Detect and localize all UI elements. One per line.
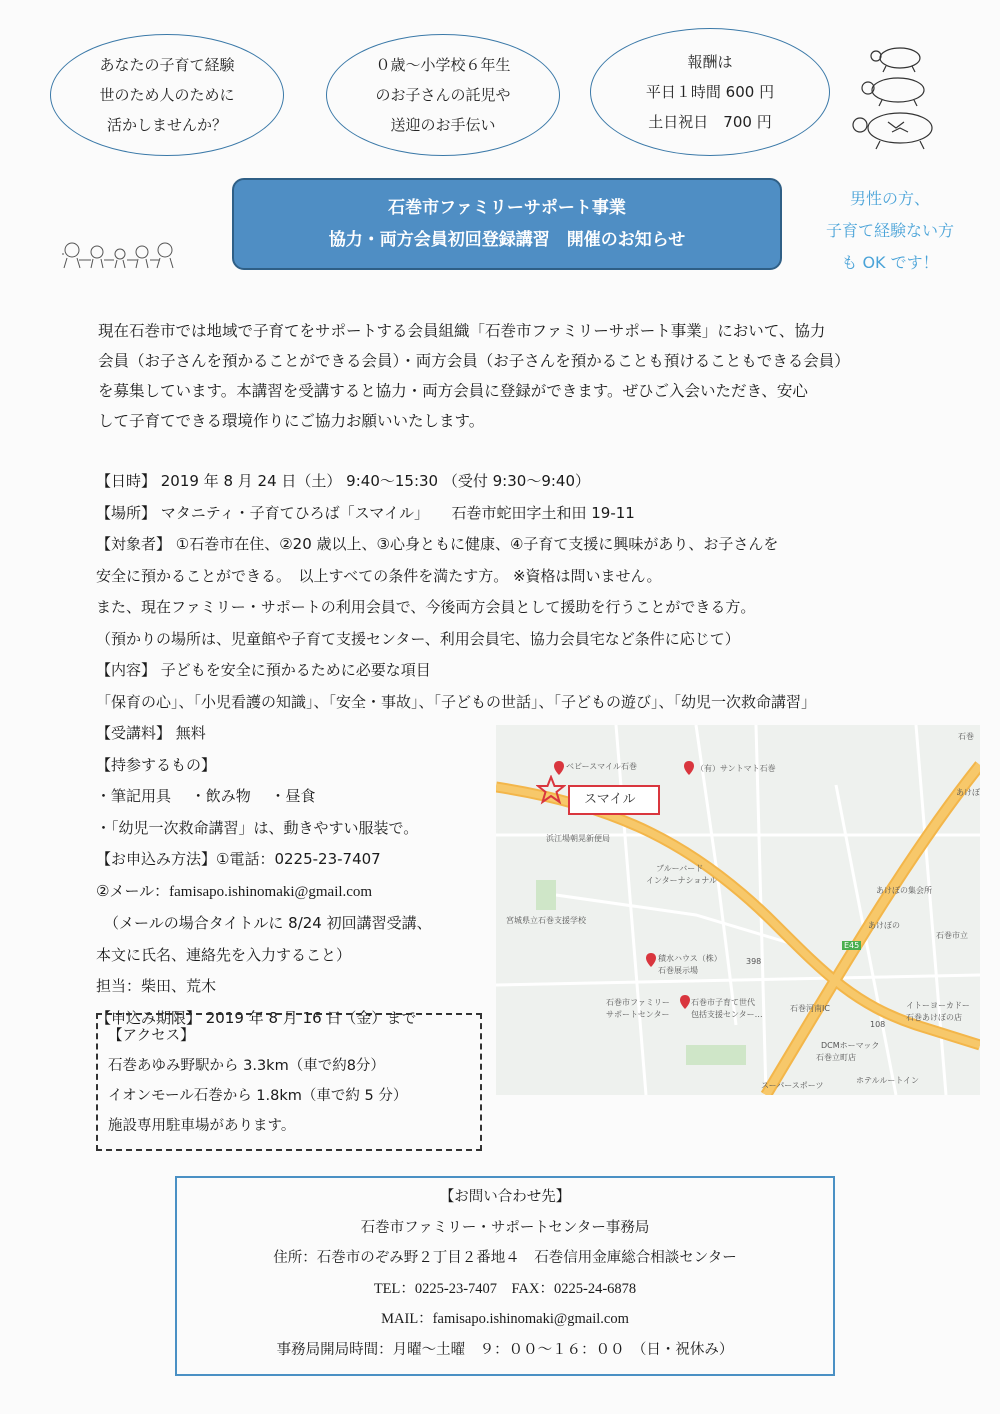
road-number: 398 (746, 957, 762, 966)
smile-label-box (568, 785, 660, 815)
road-number: 108 (870, 1020, 886, 1029)
access-line: 施設専用駐車場があります。 (108, 1118, 296, 1134)
contact-hours: 事務局開局時間：月曜～土曜 ９：００～１６：００ （日・祝休み） (276, 1341, 734, 1358)
bubble-line: 報酬は (687, 53, 733, 71)
intro-line: を募集しています。本講習を受講すると協力・両方会員に登録ができます。ぜひご入会いただき、安心 (98, 382, 808, 400)
map-label: インターナショナル (646, 876, 717, 885)
bubble-line: 平日１時間 600 円 (645, 83, 775, 101)
map-label: 石巻河南IC (790, 1004, 830, 1013)
turtle-stack-icon (842, 28, 942, 168)
target-line: 【対象者】 ①石巻市在住、②20 歳以上、③心身ともに健康、④子育て支援に興味があり、お子さんを (96, 535, 779, 553)
map-label: あけぼの集会所 (876, 886, 932, 895)
map-label: スーパースポーツ (761, 1081, 824, 1090)
contact-address: 住所：石巻市のぞみ野２丁目２番地４ 石巻信用金庫総合相談センター (273, 1250, 737, 1266)
date-line: 【日時】 2019 年 8 月 24 日（土） 9:40～15:30 （受付 9:30～9:40） (96, 472, 590, 490)
fee-line: 【受講料】 無料 (96, 724, 206, 742)
bubble-experience (50, 34, 284, 156)
map-label: 積水ハウス（株） (658, 954, 722, 963)
bubble-line: 活かしませんか？ (106, 116, 227, 134)
target-line: （預かりの場所は、児童館や子育て支援センター、利用会員宅、協力会員宅など条件に応じて） (96, 629, 740, 648)
bring-line: ・「幼児一次救命講習」は、動きやすい服装で。 (96, 818, 419, 837)
access-title: 【アクセス】 (108, 1028, 195, 1044)
map-label: 石巻立町店 (816, 1053, 856, 1062)
access-line: イオンモール石巻から 1.8km（車で約 5 分） (108, 1088, 408, 1104)
map-label: 石巻展示場 (658, 966, 698, 975)
apply-mail-label: ②メール： (96, 881, 170, 900)
deadline-line: 【申込み期限】 2019 年 8 月 16 日（金）まで (96, 1008, 417, 1027)
contact-tel-fax: TEL：0225-23-7407 FAX：0225-24-6878 (373, 1280, 637, 1297)
location-map[interactable] (496, 725, 980, 1095)
contact-org: 石巻市ファミリー・サポートセンター事務局 (360, 1219, 650, 1236)
apply-mail-address[interactable]: famisapo.ishinomaki@gmail.com (169, 883, 373, 900)
map-label: 石巻 (958, 732, 974, 741)
map-label: イトーヨーカドー (906, 1001, 970, 1010)
target-line: 安全に預かることができる。 以上すべての条件を満たす方。 ※資格は問いません。 (96, 566, 662, 585)
bubble-line: あなたの子育て経験 (99, 56, 235, 74)
bubble-line: ０歳～小学校６年生 (375, 56, 511, 74)
place-line: 【場所】 マタニティ・子育てひろば「スマイル」 石巻市蛇田字土和田 19-11 (96, 503, 635, 522)
map-label: あけぼ (956, 788, 980, 797)
map-label: （有）サントマト石巻 (696, 764, 776, 773)
bubble-service (326, 34, 560, 156)
map-label: 石巻市子育て世代 (691, 998, 755, 1007)
map-label: ブルーバード (656, 864, 704, 873)
staff-line: 担当：柴田、荒木 (96, 977, 217, 995)
intro-line: 現在石巻市では地域で子育てをサポートする会員組織「石巻市ファミリーサポート事業」において、協力 (98, 322, 826, 340)
banner-subtitle: 協力・両方会員初回登録講習 開催のお知らせ (328, 230, 686, 250)
map-label: ホテルルートイン (856, 1076, 919, 1085)
map-pin-icon (554, 761, 564, 775)
map-label: あけぼの (868, 921, 900, 930)
side-note (800, 183, 980, 279)
intro-line: して子育てできる環境作りにご協力お願いいたします。 (98, 412, 485, 430)
children-doodle-icon (62, 238, 182, 274)
intro-paragraph (98, 316, 908, 436)
map-base (496, 725, 980, 1095)
bubble-line: 土日祝日 700 円 (648, 113, 772, 131)
map-pin-icon (680, 995, 690, 1009)
title-banner (232, 178, 782, 270)
map-label: 石巻市ファミリー (606, 998, 670, 1007)
side-note-line: 男性の方、 (849, 189, 930, 208)
map-label: 石巻市立 (936, 931, 968, 940)
content-line: 「保育の心」、「小児看護の知識」、「安全・事故」、「子どもの世話」、「子どもの遊び」、「幼児一次救命講習」 (96, 692, 817, 711)
contact-box (175, 1176, 835, 1376)
content-line: 【内容】 子どもを安全に預かるために必要な項目 (96, 661, 431, 679)
map-label: 石巻あけぼの店 (906, 1013, 962, 1022)
access-line: 石巻あゆみ野駅から 3.3km（車で約8分） (108, 1058, 385, 1074)
map-label: サポートセンター (606, 1010, 670, 1019)
access-box (96, 1013, 482, 1151)
map-label: 包括支援センター… (691, 1010, 763, 1019)
apply-note-line: 本文に氏名、連絡先を入力すること） (96, 945, 352, 964)
contact-mail[interactable]: MAIL：famisapo.ishinomaki@gmail.com (381, 1311, 629, 1327)
target-line: また、現在ファミリー・サポートの利用会員で、今後両方会員として援助を行うことができる方。 (96, 598, 756, 616)
side-note-line: も OK です！ (841, 253, 939, 272)
smile-label: スマイル (584, 792, 636, 807)
bubble-line: 送迎のお手伝い (390, 116, 496, 134)
apply-note-line: （メールの場合タイトルに 8/24 初回講習受講、 (104, 914, 432, 932)
map-pin-icon (646, 953, 656, 967)
bubble-line: のお子さんの託児や (375, 86, 511, 104)
bring-title: 【持参するもの】 (96, 755, 217, 774)
map-label: ベビースマイル石巻 (566, 762, 637, 771)
bubble-reward (590, 28, 830, 156)
star-marker-icon (536, 775, 566, 805)
side-note-line: 子育て経験ない方 (825, 221, 954, 240)
bubble-line: 世のため人のために (99, 86, 235, 104)
map-pin-icon (684, 761, 694, 775)
intro-line: 会員（お子さんを預かることができる会員）・両方会員（お子さんを預かることも預けることもできる会員） (98, 352, 850, 370)
map-label: DCMホーマック (821, 1041, 880, 1050)
apply-phone-line: 【お申込み方法】①電話：0225-23-7407 (96, 850, 381, 868)
map-label: 宮城県立石巻支援学校 (506, 916, 586, 925)
bring-line: ・筆記用具 ・飲み物 ・昼食 (96, 787, 316, 805)
road-number: E45 (844, 941, 860, 950)
map-label: 浜江場朝晃新便局 (546, 834, 610, 843)
banner-title: 石巻市ファミリーサポート事業 (388, 198, 626, 218)
contact-title: 【お問い合わせ先】 (439, 1189, 571, 1205)
